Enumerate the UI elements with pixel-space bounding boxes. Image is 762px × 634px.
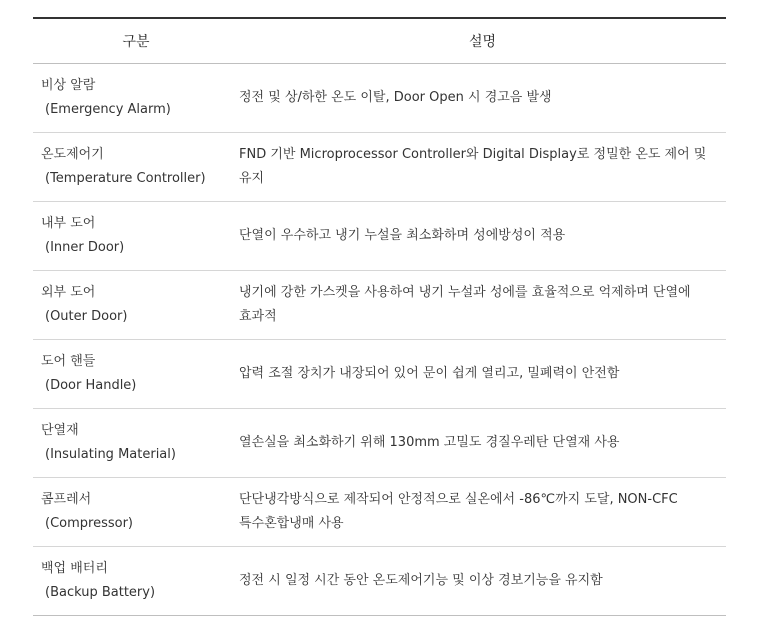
- row-description-cell: [239, 409, 726, 478]
- table-header: [33, 18, 726, 64]
- row-description-cell: [239, 271, 726, 340]
- table-row: [33, 133, 726, 202]
- row-name-cell: [33, 547, 239, 616]
- row-description: 정전 시 일정 시간 동안 온도제어기능 및 이상 경보기능을 유지함: [239, 573, 603, 588]
- row-name-english: (Compressor): [45, 516, 133, 531]
- row-description-cell: [239, 340, 726, 409]
- row-description: 열손실을 최소화하기 위해 130mm 고밀도 경질우레탄 단열재 사용: [239, 435, 620, 450]
- row-name-korean: 온도제어기: [41, 147, 104, 162]
- row-description: 냉기에 강한 가스켓을 사용하여 냉기 누설과 성에를 효율적으로 억제하며 단열에 효과적: [239, 285, 691, 324]
- row-description-cell: [239, 64, 726, 133]
- row-description-cell: [239, 133, 726, 202]
- spec-table: [33, 17, 726, 616]
- row-name-cell: [33, 409, 239, 478]
- row-name-korean: 백업 배터리: [41, 561, 108, 576]
- row-name-cell: [33, 478, 239, 547]
- table-row: [33, 64, 726, 133]
- row-name-english: (Emergency Alarm): [45, 102, 171, 117]
- row-name-english: (Backup Battery): [45, 585, 156, 600]
- table-row: [33, 547, 726, 616]
- row-name-english: (Door Handle): [45, 378, 137, 393]
- row-name-korean: 단열재: [41, 423, 79, 438]
- table-body: [33, 64, 726, 616]
- row-name-korean: 콤프레서: [41, 492, 92, 507]
- row-description: 단단냉각방식으로 제작되어 안정적으로 실온에서 -86℃까지 도달, NON-CFC 특수혼합냉매 사용: [239, 492, 678, 531]
- header-category: 구분: [122, 34, 150, 50]
- row-name-english: (Inner Door): [45, 240, 125, 255]
- row-description: 단열이 우수하고 냉기 누설을 최소화하며 성에방성이 적용: [239, 228, 566, 243]
- header-description: 설명: [468, 34, 497, 50]
- row-name-english: (Insulating Material): [45, 447, 176, 462]
- table-row: [33, 340, 726, 409]
- row-name-korean: 외부 도어: [41, 285, 96, 300]
- row-description: 정전 및 상/하한 온도 이탈, Door Open 시 경고음 발생: [239, 90, 552, 105]
- row-name-cell: [33, 133, 239, 202]
- row-description-cell: [239, 547, 726, 616]
- row-name-korean: 도어 핸들: [41, 354, 96, 369]
- row-name-korean: 비상 알람: [41, 78, 96, 93]
- row-description-cell: [239, 202, 726, 271]
- header-row: [33, 18, 726, 64]
- row-name-cell: [33, 202, 239, 271]
- row-name-english: (Outer Door): [45, 309, 128, 324]
- row-name-korean: 내부 도어: [41, 216, 96, 231]
- row-name-cell: [33, 340, 239, 409]
- table-row: [33, 202, 726, 271]
- row-name-english: (Temperature Controller): [45, 171, 206, 186]
- row-description: FND 기반 Microprocessor Controller와 Digital Display로 정밀한 온도 제어 및 유지: [239, 147, 707, 186]
- row-description: 압력 조절 장치가 내장되어 있어 문이 쉽게 열리고, 밀폐력이 안전함: [239, 366, 620, 381]
- table-row: [33, 409, 726, 478]
- row-description-cell: [239, 478, 726, 547]
- row-name-cell: [33, 271, 239, 340]
- table-row: [33, 271, 726, 340]
- table-row: [33, 478, 726, 547]
- row-name-cell: [33, 64, 239, 133]
